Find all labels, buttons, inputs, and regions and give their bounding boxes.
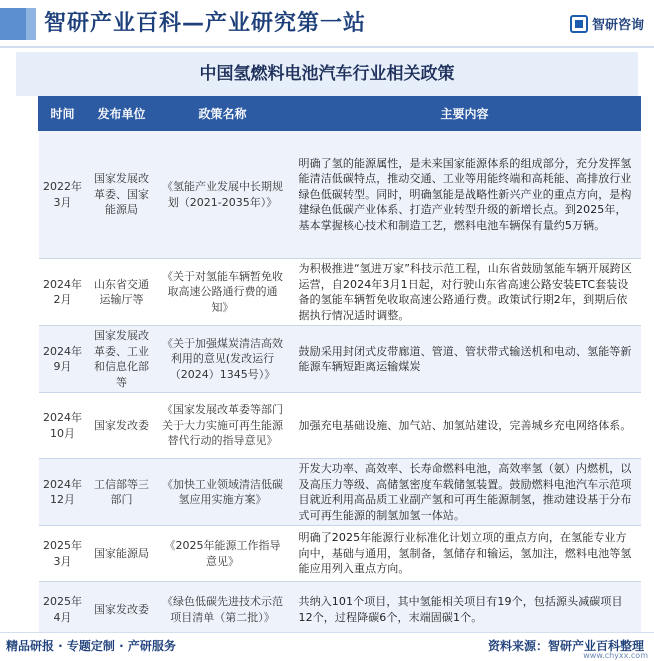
cell-time: 2025年3月 xyxy=(39,526,87,582)
cell-dept: 国家发展改革委、工业和信息化部等 xyxy=(87,326,157,393)
table-row xyxy=(39,131,641,259)
cell-dept: 国家发改委 xyxy=(87,582,157,638)
policy-table xyxy=(38,96,641,638)
cell-time: 2022年3月 xyxy=(39,131,87,259)
cell-content: 明确了2025年能源行业标准化计划立项的重点方向，在氢能专业方向中，基础与通用，氢制备，氢储存和输运，氢加注，燃料电池等氢能应用列入重点方向。 xyxy=(289,526,641,582)
footer-source: 资料来源：智研产业百科整理 xyxy=(487,639,644,653)
cell-dept: 国家发展改革委、国家能源局 xyxy=(87,131,157,259)
table-row xyxy=(39,459,641,526)
cell-time: 2024年9月 xyxy=(39,326,87,393)
footer-url[interactable]: www.chyxx.com xyxy=(583,651,648,660)
cell-content: 共纳入101个项目，其中氢能相关项目有19个，包括源头减碳项目12个，过程降碳6个，末端固碳1个。 xyxy=(289,582,641,638)
footer-services: 精品研报 · 专题定制 · 产研服务 xyxy=(6,639,176,653)
cell-policy-name: 《关于加强煤炭清洁高效利用的意见(发改运行（2024）1345号）》 xyxy=(157,326,289,393)
site-title: 智研产业百科—产业研究第一站 xyxy=(44,11,367,36)
zhiyan-logo-icon xyxy=(570,15,588,33)
policy-table-wrapper xyxy=(38,96,640,638)
cell-policy-name: 《氢能产业发展中长期规划（2021-2035年）》 xyxy=(157,131,289,259)
cell-dept: 山东省交通运输厅等 xyxy=(87,259,157,326)
top-bar xyxy=(0,0,654,48)
cell-content: 加强充电基础设施、加气站、加氢站建设，完善城乡充电网络体系。 xyxy=(289,393,641,459)
table-row xyxy=(39,326,641,393)
table-header-row xyxy=(39,97,641,131)
cell-dept: 工信部等三部门 xyxy=(87,459,157,526)
cell-content: 鼓励采用封闭式皮带廊道、管道、管状带式输送机和电动、氢能等新能源车辆短距离运输煤炭 xyxy=(289,326,641,393)
cell-dept: 国家能源局 xyxy=(87,526,157,582)
cell-policy-name: 《绿色低碳先进技术示范项目清单（第二批）》 xyxy=(157,582,289,638)
cell-content: 为积极推进“氢进万家”科技示范工程，山东省鼓励氢能车辆开展跨区运营，自2024年3月1日起，对行驶山东省高速公路安装ETC套装设备的氢能车辆暂免收取高速公路通行费。政策试行期2年，到期后依据执行情况适时调整。 xyxy=(289,259,641,326)
cell-policy-name: 《关于对氢能车辆暂免收取高速公路通行费的通知》 xyxy=(157,259,289,326)
cell-content: 明确了氢的能源属性，是未来国家能源体系的组成部分，充分发挥氢能清洁低碳特点，推动交通、工业等用能终端和高耗能、高排放行业绿色低碳转型。同时，明确氢能是战略性新兴产业的重点方向，是构建绿色低碳产业体系、打造产业转型升级的新增长点。到2025年，基本掌握核心技术和制造工艺，燃料电池车辆保有量约5万辆。 xyxy=(289,131,641,259)
column-header-policy-name: 政策名称 xyxy=(157,97,289,131)
table-row xyxy=(39,259,641,326)
table-row xyxy=(39,582,641,638)
header-accent-block xyxy=(0,8,26,40)
brand-logo-text: 智研咨询 xyxy=(591,18,644,33)
header-divider xyxy=(0,46,654,48)
table-row xyxy=(39,393,641,459)
brand-logo[interactable] xyxy=(570,14,644,33)
cell-policy-name: 《加快工业领域清洁低碳氢应用实施方案》 xyxy=(157,459,289,526)
cell-dept: 国家发改委 xyxy=(87,393,157,459)
page-title: 中国氢燃料电池汽车行业相关政策 xyxy=(16,52,638,96)
cell-policy-name: 《国家发展改革委等部门关于大力实施可再生能源替代行动的指导意见》 xyxy=(157,393,289,459)
table-row xyxy=(39,526,641,582)
cell-time: 2025年4月 xyxy=(39,582,87,638)
column-header-time: 时间 xyxy=(39,97,87,131)
column-header-dept: 发布单位 xyxy=(87,97,157,131)
cell-time: 2024年10月 xyxy=(39,393,87,459)
cell-time: 2024年2月 xyxy=(39,259,87,326)
header-accent-stripe xyxy=(26,8,36,40)
cell-policy-name: 《2025年能源工作指导意见》 xyxy=(157,526,289,582)
cell-content: 开发大功率、高效率、长寿命燃料电池，高效率氢（氨）内燃机，以及高压力等级、高储氢密度车载储氢装置。鼓励燃料电池汽车示范项目就近利用高品质工业副产氢和可再生能源制氢，推动建设基于分布式可再生能源的制氢加氢一体站。 xyxy=(289,459,641,526)
footer xyxy=(0,632,654,661)
cell-time: 2024年12月 xyxy=(39,459,87,526)
column-header-content: 主要内容 xyxy=(289,97,641,131)
